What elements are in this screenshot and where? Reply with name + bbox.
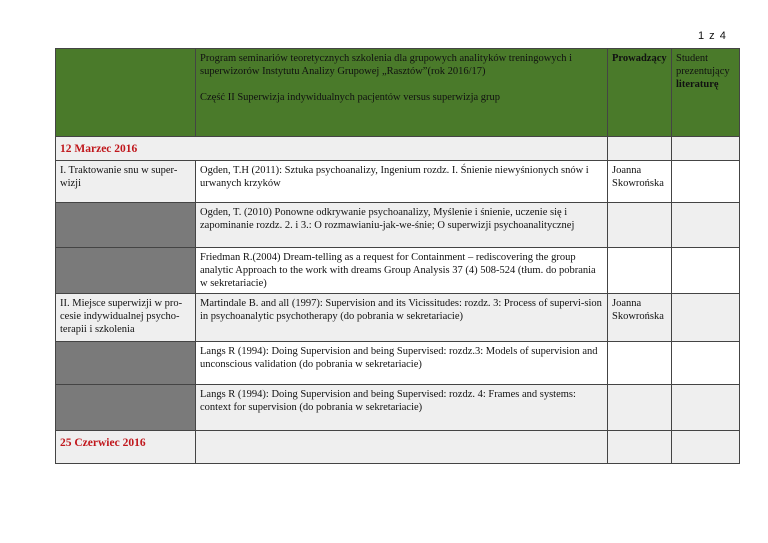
date-row-empty-2 bbox=[672, 137, 740, 161]
date-row-empty-2 bbox=[608, 431, 672, 464]
lecturer-cell bbox=[608, 342, 672, 385]
date-cell: 12 Marzec 2016 bbox=[56, 137, 608, 161]
topic-cell: I. Traktowanie snu w super-wizji bbox=[56, 161, 196, 203]
header-row bbox=[56, 49, 740, 137]
literature-cell: Martindale B. and all (1997): Supervision and its Vicissitudes: rozdz. 3: Process of supervi-sion in psychoanalytic psychotherapy (do pobrania w sekretariacie) bbox=[196, 294, 608, 342]
table-row bbox=[56, 342, 740, 385]
student-cell bbox=[672, 248, 740, 294]
header-title-cell bbox=[196, 49, 608, 137]
student-cell bbox=[672, 294, 740, 342]
student-cell bbox=[672, 342, 740, 385]
date-cell: 25 Czerwiec 2016 bbox=[56, 431, 196, 464]
topic-cell bbox=[56, 248, 196, 294]
lecturer-cell bbox=[608, 203, 672, 248]
table-row bbox=[56, 385, 740, 431]
header-student-label: Student prezentujący bbox=[676, 53, 730, 77]
lecturer-cell bbox=[608, 385, 672, 431]
lecturer-cell: Joanna Skowrońska bbox=[608, 294, 672, 342]
table-row bbox=[56, 294, 740, 342]
header-prowadzacy: Prowadzący bbox=[608, 49, 672, 137]
literature-cell: Friedman R.(2004) Dream-telling as a request for Containment – rediscovering the group analytic Approach to the work with dreams Group Analysis 37 (4) 508-524 (tłum. do pobrania w sekretariacie) bbox=[196, 248, 608, 294]
lecturer-cell: Joanna Skowrońska bbox=[608, 161, 672, 203]
literature-cell: Langs R (1994): Doing Supervision and being Supervised: rozdz. 4: Frames and systems: context for supervision (do pobrania w sekretariacie) bbox=[196, 385, 608, 431]
header-student-literature: literaturę bbox=[676, 79, 719, 90]
table-row bbox=[56, 203, 740, 248]
program-title: Program seminariów teoretycznych szkolenia dla grupowych analityków treningowych i superwizorów Instytutu Analizy Grupowej „Rasztów”(rok 2016/17) bbox=[200, 53, 573, 77]
topic-cell: II. Miejsce superwizji w pro-cesie indywidualnej psycho-terapii i szkolenia bbox=[56, 294, 196, 342]
date-row bbox=[56, 137, 740, 161]
program-subtitle: Część II Superwizja indywidualnych pacjentów versus superwizja grup bbox=[200, 92, 501, 103]
topic-cell bbox=[56, 385, 196, 431]
table-row bbox=[56, 248, 740, 294]
literature-cell: Ogden, T. (2010) Ponowne odkrywanie psychoanalizy, Myślenie i śnienie, uczenie się i zapominanie rozdz. 2. i 3.: O rozmawianiu-jak-we-śnie; O superwizji psychoanalitycznej bbox=[196, 203, 608, 248]
date-row-empty-1 bbox=[196, 431, 608, 464]
date-row bbox=[56, 431, 740, 464]
header-student bbox=[672, 49, 740, 137]
student-cell bbox=[672, 161, 740, 203]
header-empty-cell bbox=[56, 49, 196, 137]
seminar-table bbox=[55, 48, 740, 464]
date-row-empty-1 bbox=[608, 137, 672, 161]
table-row bbox=[56, 161, 740, 203]
topic-cell bbox=[56, 203, 196, 248]
lecturer-cell bbox=[608, 248, 672, 294]
student-cell bbox=[672, 385, 740, 431]
literature-cell: Ogden, T.H (2011): Sztuka psychoanalizy, Ingenium rozdz. I. Śnienie niewyśnionych snów i urwanych krzyków bbox=[196, 161, 608, 203]
student-cell bbox=[672, 203, 740, 248]
literature-cell: Langs R (1994): Doing Supervision and being Supervised: rozdz.3: Models of supervision and unconscious validation (do pobrania w sekretariacie) bbox=[196, 342, 608, 385]
date-row-empty-3 bbox=[672, 431, 740, 464]
page-number: 1 z 4 bbox=[698, 30, 727, 42]
topic-cell bbox=[56, 342, 196, 385]
